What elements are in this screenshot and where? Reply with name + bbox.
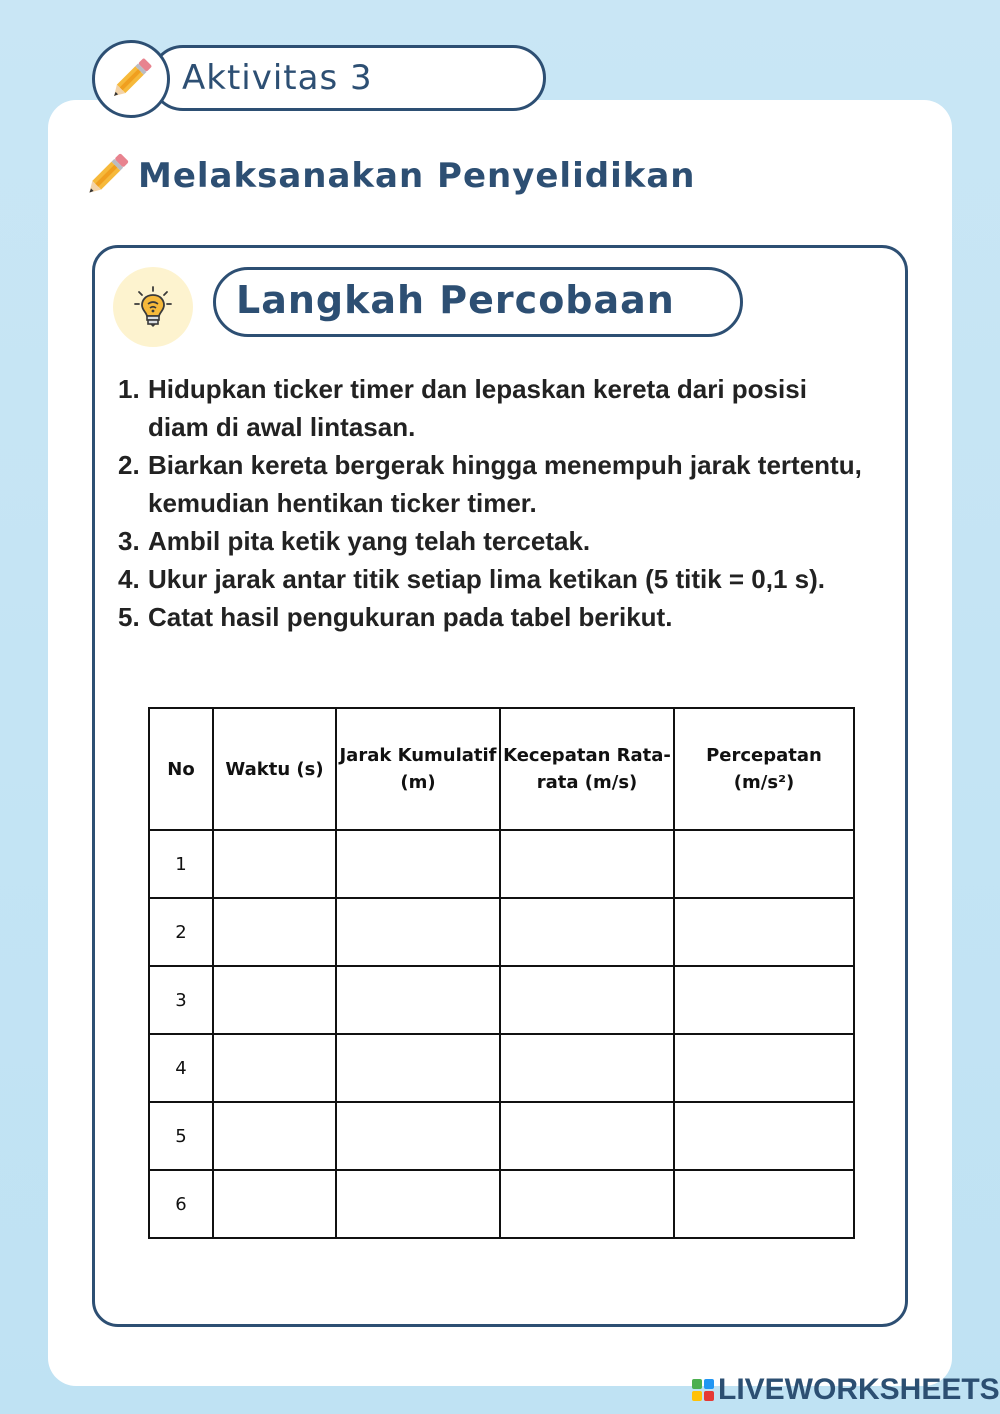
step-text: Hidupkan ticker timer dan lepaskan kereta dari posisi diam di awal lintasan. [148, 374, 807, 442]
kecepatan-cell[interactable] [500, 830, 674, 898]
section-heading: Melaksanakan Penyelidikan [138, 156, 696, 196]
activity-badge [92, 40, 170, 118]
step-number: 4. [118, 564, 140, 594]
jarak-cell[interactable] [336, 1034, 500, 1102]
step-number: 3. [118, 526, 140, 556]
waktu-cell[interactable] [213, 1170, 336, 1238]
step-number: 1. [118, 374, 140, 404]
list-item [118, 560, 868, 598]
table-row [149, 1034, 854, 1102]
kecepatan-cell[interactable] [500, 1034, 674, 1102]
row-number: 5 [149, 1102, 213, 1170]
waktu-cell[interactable] [213, 830, 336, 898]
data-table [148, 707, 855, 1239]
steps-title: Langkah Percobaan [236, 278, 675, 322]
header-jarak: Jarak Kumulatif (m) [336, 708, 500, 830]
step-text: Catat hasil pengukuran pada tabel berikut. [148, 602, 673, 632]
table-row [149, 966, 854, 1034]
pencil-icon [105, 53, 157, 105]
kecepatan-cell[interactable] [500, 898, 674, 966]
percepatan-cell[interactable] [674, 1170, 854, 1238]
lightbulb-icon [130, 284, 176, 330]
percepatan-cell[interactable] [674, 830, 854, 898]
table-row [149, 1102, 854, 1170]
list-item [118, 522, 868, 560]
kecepatan-cell[interactable] [500, 966, 674, 1034]
step-number: 2. [118, 450, 140, 480]
brand-name: LIVEWORKSHEETS [718, 1373, 1000, 1406]
jarak-cell[interactable] [336, 1102, 500, 1170]
jarak-cell[interactable] [336, 1170, 500, 1238]
logo-grid-icon [692, 1379, 714, 1401]
step-text: Biarkan kereta bergerak hingga menempuh jarak tertentu, kemudian hentikan ticker timer. [148, 450, 862, 518]
bulb-badge [113, 267, 193, 347]
header-no: No [149, 708, 213, 830]
row-number: 2 [149, 898, 213, 966]
kecepatan-cell[interactable] [500, 1170, 674, 1238]
activity-title: Aktivitas 3 [182, 58, 373, 98]
list-item [118, 370, 868, 446]
waktu-cell[interactable] [213, 898, 336, 966]
table-row [149, 898, 854, 966]
header-kecepatan: Kecepatan Rata-rata (m/s) [500, 708, 674, 830]
liveworksheets-logo[interactable] [692, 1372, 1000, 1408]
row-number: 4 [149, 1034, 213, 1102]
row-number: 1 [149, 830, 213, 898]
step-text: Ambil pita ketik yang telah tercetak. [148, 526, 591, 556]
percepatan-cell[interactable] [674, 1034, 854, 1102]
list-item [118, 598, 868, 636]
percepatan-cell[interactable] [674, 898, 854, 966]
waktu-cell[interactable] [213, 966, 336, 1034]
percepatan-cell[interactable] [674, 966, 854, 1034]
kecepatan-cell[interactable] [500, 1102, 674, 1170]
step-number: 5. [118, 602, 140, 632]
header-percepatan: Percepatan (m/s²) [674, 708, 854, 830]
pencil-icon [80, 148, 134, 202]
list-item [118, 446, 868, 522]
steps-list [118, 370, 868, 636]
waktu-cell[interactable] [213, 1034, 336, 1102]
percepatan-cell[interactable] [674, 1102, 854, 1170]
jarak-cell[interactable] [336, 966, 500, 1034]
table-row [149, 1170, 854, 1238]
jarak-cell[interactable] [336, 898, 500, 966]
jarak-cell[interactable] [336, 830, 500, 898]
table-row [149, 830, 854, 898]
row-number: 6 [149, 1170, 213, 1238]
header-waktu: Waktu (s) [213, 708, 336, 830]
step-text: Ukur jarak antar titik setiap lima ketikan (5 titik = 0,1 s). [148, 564, 826, 594]
table-header-row [149, 708, 854, 830]
waktu-cell[interactable] [213, 1102, 336, 1170]
row-number: 3 [149, 966, 213, 1034]
